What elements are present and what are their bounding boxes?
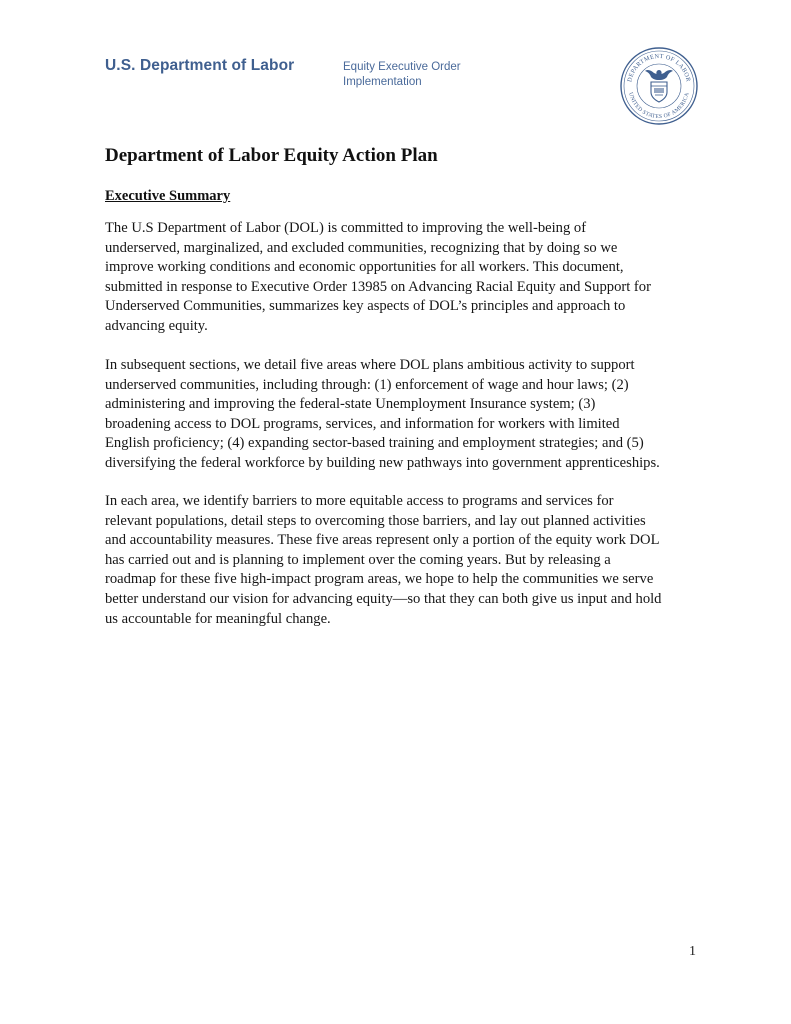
paragraph-1 [105, 219, 705, 337]
paragraph-line: advancing equity. [105, 317, 208, 334]
paragraph-line: diversifying the federal workforce by building new pathways into government apprenticeships. [105, 454, 660, 471]
paragraph-line: The U.S Department of Labor (DOL) is committed to improving the well-being of [105, 220, 587, 236]
header-subtitle-line-1: Equity Executive Order [343, 61, 461, 73]
header-organization: U.S. Department of Labor [105, 57, 295, 74]
paragraph-line: broadening access to DOL programs, services, and information for workers with limited [105, 415, 620, 432]
paragraph-2 [105, 356, 705, 474]
shield-icon [651, 82, 667, 102]
seal-text-bottom: UNITED STATES OF AMERICA [627, 91, 691, 121]
header-subtitle-line-2: Implementation [343, 76, 422, 88]
document-title: Department of Labor Equity Action Plan [105, 145, 438, 166]
department-of-labor-seal-icon [619, 46, 699, 126]
paragraph-line: roadmap for these five high-impact program areas, we hope to help the communities we serve [105, 571, 654, 588]
paragraph-line: and accountability measures. These five areas represent only a portion of the equity work DOL [105, 532, 660, 549]
section-heading-executive-summary: Executive Summary [105, 188, 231, 204]
paragraph-line: better understand our vision for advancing equity—so that they can both give us input and hold [105, 590, 662, 607]
eagle-icon [645, 70, 673, 80]
paragraph-3 [105, 492, 705, 629]
paragraph-line: administering and improving the federal-state Unemployment Insurance system; (3) [105, 396, 596, 413]
paragraph-line: In subsequent sections, we detail five areas where DOL plans ambitious activity to support [105, 357, 635, 373]
header-subtitle [343, 60, 461, 90]
paragraph-line: In each area, we identify barriers to more equitable access to programs and services for [105, 493, 614, 509]
paragraph-line: underserved communities, including through: (1) enforcement of wage and hour laws; (2) [105, 376, 629, 393]
page-number: 1 [689, 944, 696, 959]
paragraph-line: underserved, marginalized, and excluded communities, recognizing that by doing so we [105, 239, 618, 256]
paragraph-line: has carried out and is planning to implement over the coming years. But by releasing a [105, 551, 611, 568]
paragraph-line: Underserved Communities, summarizes key aspects of DOL’s principles and approach to [105, 298, 626, 315]
paragraph-line: relevant populations, detail steps to overcoming those barriers, and lay out planned activities [105, 512, 646, 529]
paragraph-line: improve working conditions and economic opportunities for all workers. This document, [105, 259, 624, 276]
svg-text:UNITED STATES OF AMERICA [627, 92, 690, 120]
paragraph-line: submitted in response to Executive Order 13985 on Advancing Racial Equity and Support for [105, 278, 651, 295]
seal-text-top: DEPARTMENT OF LABOR [626, 52, 692, 83]
paragraph-line: us accountable for meaningful change. [105, 610, 331, 627]
paragraph-line: English proficiency; (4) expanding sector-based training and employment strategies; and (5) [105, 435, 644, 452]
